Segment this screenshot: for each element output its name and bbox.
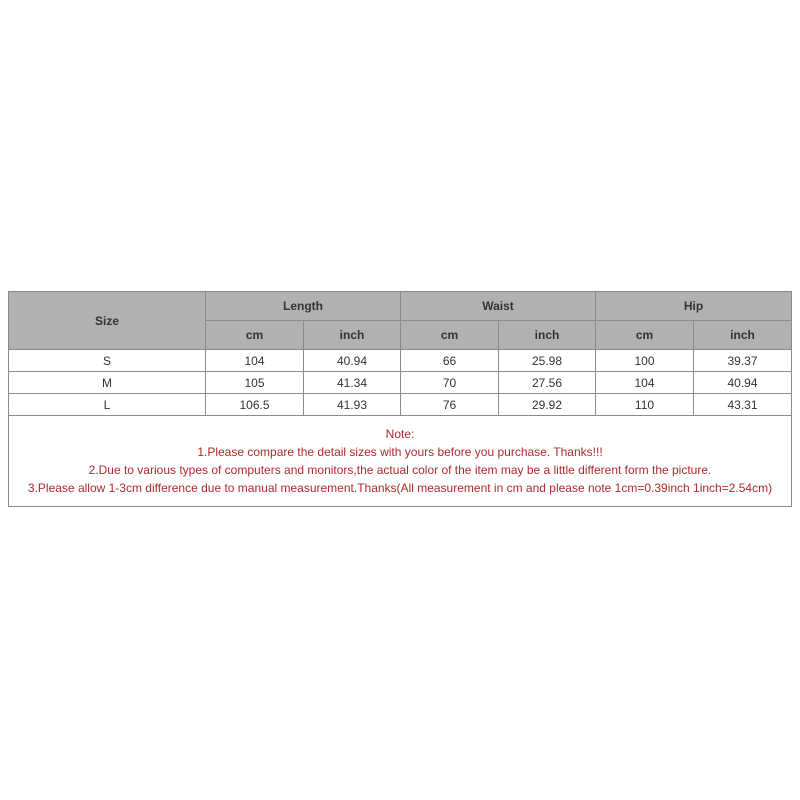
size-chart-table [8, 291, 792, 507]
table-cell: 40.94 [694, 372, 792, 394]
table-cell: 76 [401, 394, 499, 416]
note-line-2: 2.Due to various types of computers and monitors,the actual color of the item may be a little different form the picture. [88, 463, 712, 477]
table-row [9, 394, 792, 416]
table-cell: 66 [401, 350, 499, 372]
hip-header: Hip [596, 292, 792, 321]
waist-header: Waist [401, 292, 596, 321]
size-header: Size [9, 292, 206, 350]
length-cm-header: cm [206, 321, 304, 350]
note-line-3: 3.Please allow 1-3cm difference due to manual measurement.Thanks(All measurement in cm and please note 1cm=0.39inch 1inch=2.54cm) [27, 481, 773, 495]
hip-cm-header: cm [596, 321, 694, 350]
table-cell: 39.37 [694, 350, 792, 372]
waist-cm-header: cm [401, 321, 499, 350]
table-cell: 41.93 [304, 394, 401, 416]
table-cell: 106.5 [206, 394, 304, 416]
table-cell: 104 [596, 372, 694, 394]
table-row [9, 372, 792, 394]
size-cell: M [9, 372, 206, 394]
size-cell: S [9, 350, 206, 372]
notes-row [9, 416, 792, 507]
length-header: Length [206, 292, 401, 321]
header-row-groups [9, 292, 792, 321]
waist-inch-header: inch [499, 321, 596, 350]
hip-inch-header: inch [694, 321, 792, 350]
table-cell: 110 [596, 394, 694, 416]
table-cell: 70 [401, 372, 499, 394]
note-line-1: 1.Please compare the detail sizes with yours before you purchase. Thanks!!! [197, 445, 603, 459]
table-cell: 25.98 [499, 350, 596, 372]
notes-cell [9, 416, 792, 507]
table-cell: 43.31 [694, 394, 792, 416]
length-inch-header: inch [304, 321, 401, 350]
table-cell: 29.92 [499, 394, 596, 416]
size-cell: L [9, 394, 206, 416]
table-cell: 105 [206, 372, 304, 394]
table-cell: 100 [596, 350, 694, 372]
table-cell: 27.56 [499, 372, 596, 394]
table-cell: 40.94 [304, 350, 401, 372]
table-cell: 41.34 [304, 372, 401, 394]
table-cell: 104 [206, 350, 304, 372]
note-heading: Note: [385, 427, 415, 441]
table-row [9, 350, 792, 372]
